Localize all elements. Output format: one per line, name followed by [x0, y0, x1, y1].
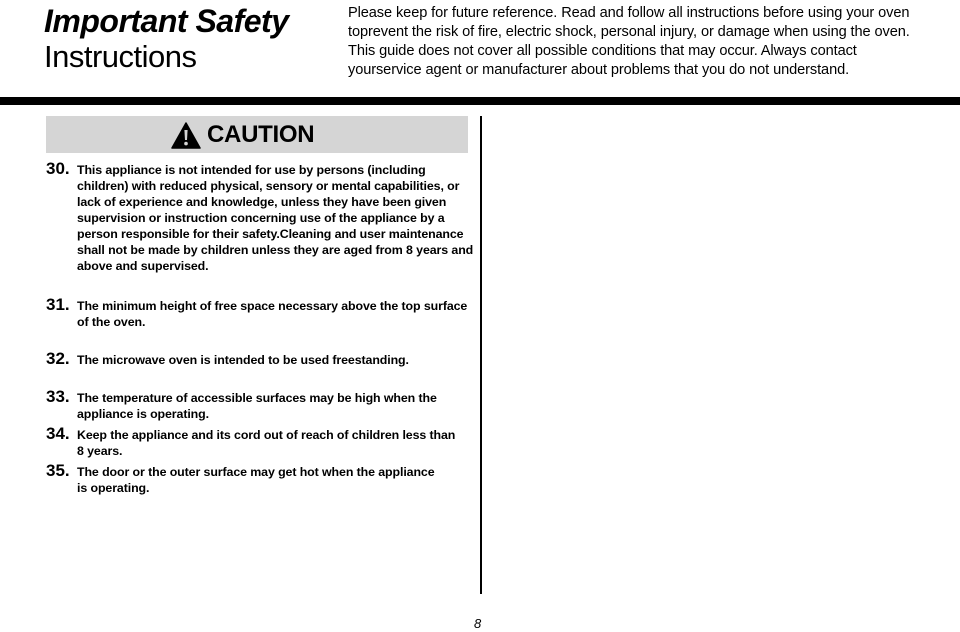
item-number: 33. — [46, 387, 70, 406]
safety-item-35 — [46, 461, 476, 496]
title-important-safety: Important Safety — [44, 3, 289, 39]
caution-label: CAUTION — [207, 121, 315, 148]
item-text: Keep the appliance and its cord out of reach of children less than 8 years. — [77, 428, 456, 458]
safety-item-31 — [46, 295, 476, 330]
column-divider — [480, 116, 482, 594]
item-text: The microwave oven is intended to be used freestanding. — [77, 353, 409, 367]
item-number: 30. — [46, 159, 70, 178]
safety-item-34 — [46, 424, 476, 459]
item-number: 34. — [46, 424, 70, 443]
item-number: 32. — [46, 349, 70, 368]
item-text: This appliance is not intended for use by persons (including children) with reduced physical, sensory or mental capabilities, or lack of experience and knowledge, unless they have been given supervision or instruction concerning use of the appliance by a person responsible for their safety.Cleaning and user maintenance shall not be made by children unless they are aged from 8 years and above and supervised. — [77, 163, 474, 273]
item-text: The minimum height of free space necessary above the top surface of the oven. — [77, 299, 468, 329]
item-text: The door or the outer surface may get hot when the appliance is operating. — [77, 465, 435, 495]
warning-triangle-icon — [171, 122, 201, 149]
caution-heading — [171, 120, 314, 150]
safety-item-30 — [46, 159, 476, 274]
intro-paragraph: Please keep for future reference. Read and follow all instructions before using your oven toprevent the risk of fire, electric shock, personal injury, or damage when using the oven. This guide does not cover all possible conditions that may occur. Always contact yourservice agent or manufacturer about problems that you do not understand. — [348, 5, 910, 78]
safety-item-33 — [46, 387, 476, 422]
item-text: The temperature of accessible surfaces may be high when the appliance is operating. — [77, 391, 437, 421]
header-rule — [0, 97, 960, 105]
page-number: 8 — [474, 616, 482, 631]
page-header — [0, 0, 960, 98]
safety-item-32 — [46, 349, 476, 368]
title-instructions: Instructions — [44, 39, 197, 74]
safety-item-list — [46, 159, 476, 496]
caution-banner — [46, 116, 468, 153]
item-number: 31. — [46, 295, 70, 314]
item-number: 35. — [46, 461, 70, 480]
